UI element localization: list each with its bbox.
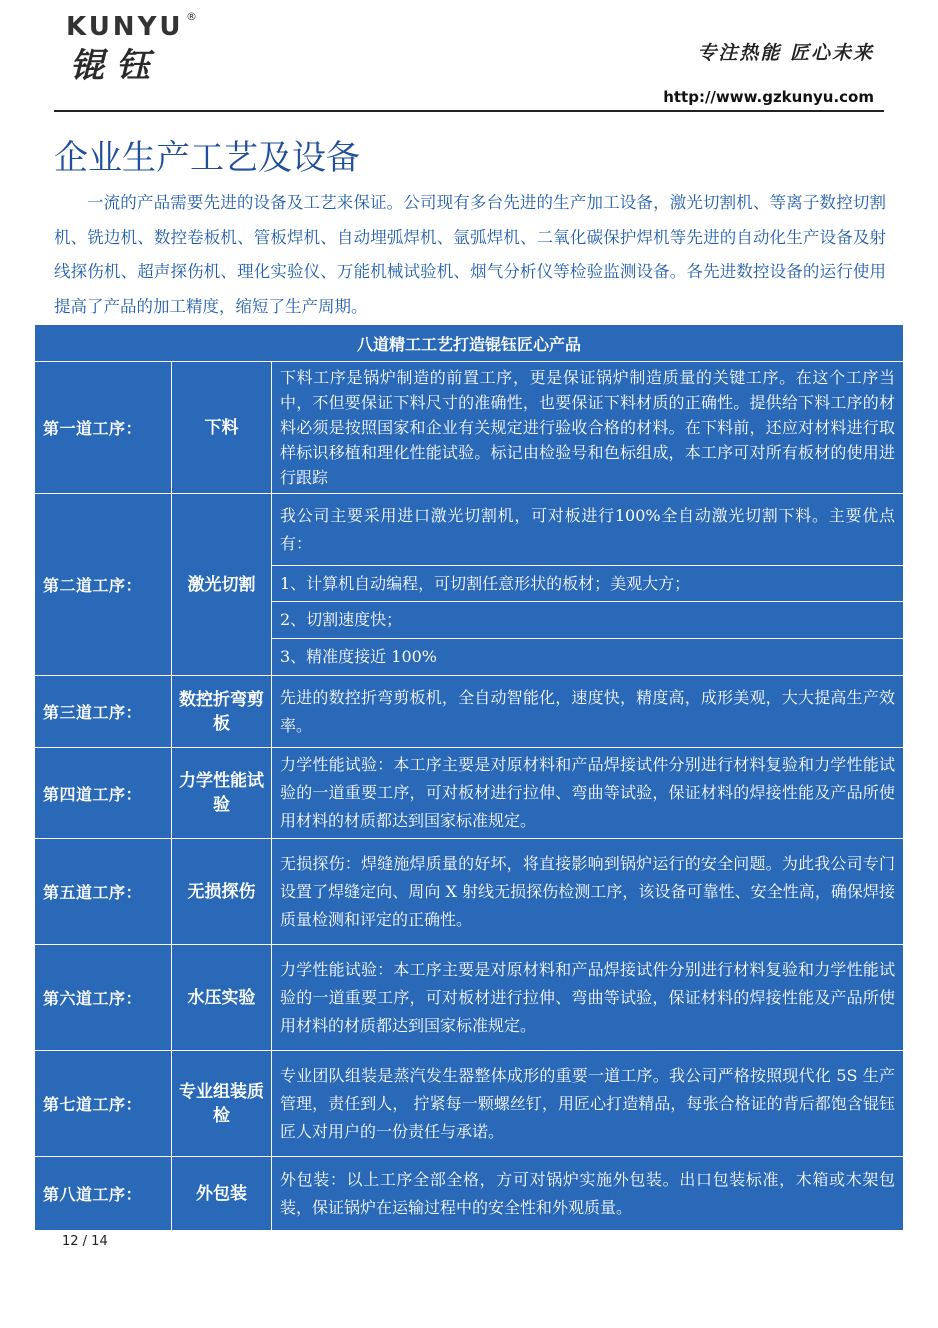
table-header-row: [35, 325, 904, 362]
step-name: 水压实验: [172, 945, 272, 1051]
table-row: [35, 1051, 904, 1157]
step-label: 第五道工序：: [35, 839, 172, 945]
table-row: [35, 362, 904, 494]
table-row: [35, 494, 904, 566]
table-row: [35, 1157, 904, 1231]
step-name: 力学性能试验: [172, 748, 272, 839]
step-description-line: 2、切割速度快；: [272, 602, 904, 639]
step-name: 外包装: [172, 1157, 272, 1231]
step-name: 下料: [172, 362, 272, 494]
step-description: 专业团队组装是蒸汽发生器整体成形的重要一道工序。我公司严格按照现代化 5S 生产管理，责任到人， 拧紧每一颗螺丝钉，用匠心打造精品，每张合格证的背后都饱含锟钰匠人对用户的一份责任与承诺。: [272, 1051, 904, 1157]
page-title: 企业生产工艺及设备: [54, 138, 360, 178]
header-website: http://www.gzkunyu.com: [663, 88, 874, 106]
step-label: 第一道工序：: [35, 362, 172, 494]
process-table: [34, 324, 904, 1231]
step-description: 力学性能试验：本工序主要是对原材料和产品焊接试件分别进行材料复验和力学性能试验的一道重要工序，可对板材进行拉伸、弯曲等试验，保证材料的焊接性能及产品所使用材料的材质都达到国家标准规定。: [272, 945, 904, 1051]
page-number: 12 / 14: [62, 1234, 108, 1249]
step-label: 第八道工序：: [35, 1157, 172, 1231]
step-description: 我公司主要采用进口激光切割机，可对板进行100%全自动激光切割下料。主要优点有：: [272, 494, 904, 566]
table-row: [35, 839, 904, 945]
step-label: 第六道工序：: [35, 945, 172, 1051]
intro-paragraph: 一流的产品需要先进的设备及工艺来保证。公司现有多台先进的生产加工设备，激光切割机、等离子数控切割机、铣边机、数控卷板机、管板焊机、自动埋弧焊机、氩弧焊机、二氧化碳保护焊机等先进的自动化生产设备及射线探伤机、超声探伤机、理化实验仪、万能机械试验机、烟气分析仪等检验监测设备。各先进数控设备的运行使用提高了产品的加工精度，缩短了生产周期。: [54, 193, 886, 316]
header-slogan: 专注热能 匠心未来: [697, 42, 874, 64]
step-description-line: 1、计算机自动编程，可切割任意形状的板材；美观大方；: [272, 566, 904, 602]
step-description-line: 3、精准度接近 100%: [272, 639, 904, 676]
step-label: 第四道工序：: [35, 748, 172, 839]
step-description: 力学性能试验：本工序主要是对原材料和产品焊接试件分别进行材料复验和力学性能试验的一道重要工序，可对板材进行拉伸、弯曲等试验，保证材料的焊接性能及产品所使用材料的材质都达到国家标准规定。: [272, 748, 904, 839]
logo-chinese-text: 锟钰: [70, 46, 162, 86]
step-description: 先进的数控折弯剪板机，全自动智能化，速度快，精度高，成形美观，大大提高生产效率。: [272, 676, 904, 748]
step-name: 数控折弯剪板: [172, 676, 272, 748]
step-label: 第七道工序：: [35, 1051, 172, 1157]
registered-mark: ®: [186, 10, 197, 23]
header-divider: [54, 110, 884, 112]
table-row: [35, 676, 904, 748]
table-title: 八道精工工艺打造锟钰匠心产品: [35, 325, 904, 362]
step-description: 无损探伤：焊缝施焊质量的好坏，将直接影响到锅炉运行的安全问题。为此我公司专门设置了焊缝定向、周向 X 射线无损探伤检测工序，该设备可靠性、安全性高，确保焊接质量检测和评定的正确性。: [272, 839, 904, 945]
logo-latin-text: KUNYU: [66, 12, 184, 42]
table-row: [35, 945, 904, 1051]
step-name: 激光切割: [172, 494, 272, 676]
step-name: 专业组装质检: [172, 1051, 272, 1157]
step-label: 第二道工序：: [35, 494, 172, 676]
step-name: 无损探伤: [172, 839, 272, 945]
table-row: [35, 748, 904, 839]
step-label: 第三道工序：: [35, 676, 172, 748]
step-description: 外包装：以上工序全部全格，方可对锅炉实施外包装。出口包装标准，木箱或木架包装，保证锅炉在运输过程中的安全性和外观质量。: [272, 1157, 904, 1231]
step-description: 下料工序是锅炉制造的前置工序，更是保证锅炉制造质量的关键工序。在这个工序当中，不但要保证下料尺寸的准确性，也要保证下料材质的正确性。提供给下料工序的材料必须是按照国家和企业有关规定进行验收合格的材料。在下料前，还应对材料进行取样标识移植和理化性能试验。标记由检验号和色标组成，本工序可对所有板材的使用进行跟踪: [272, 362, 904, 494]
company-logo: [64, 10, 214, 86]
